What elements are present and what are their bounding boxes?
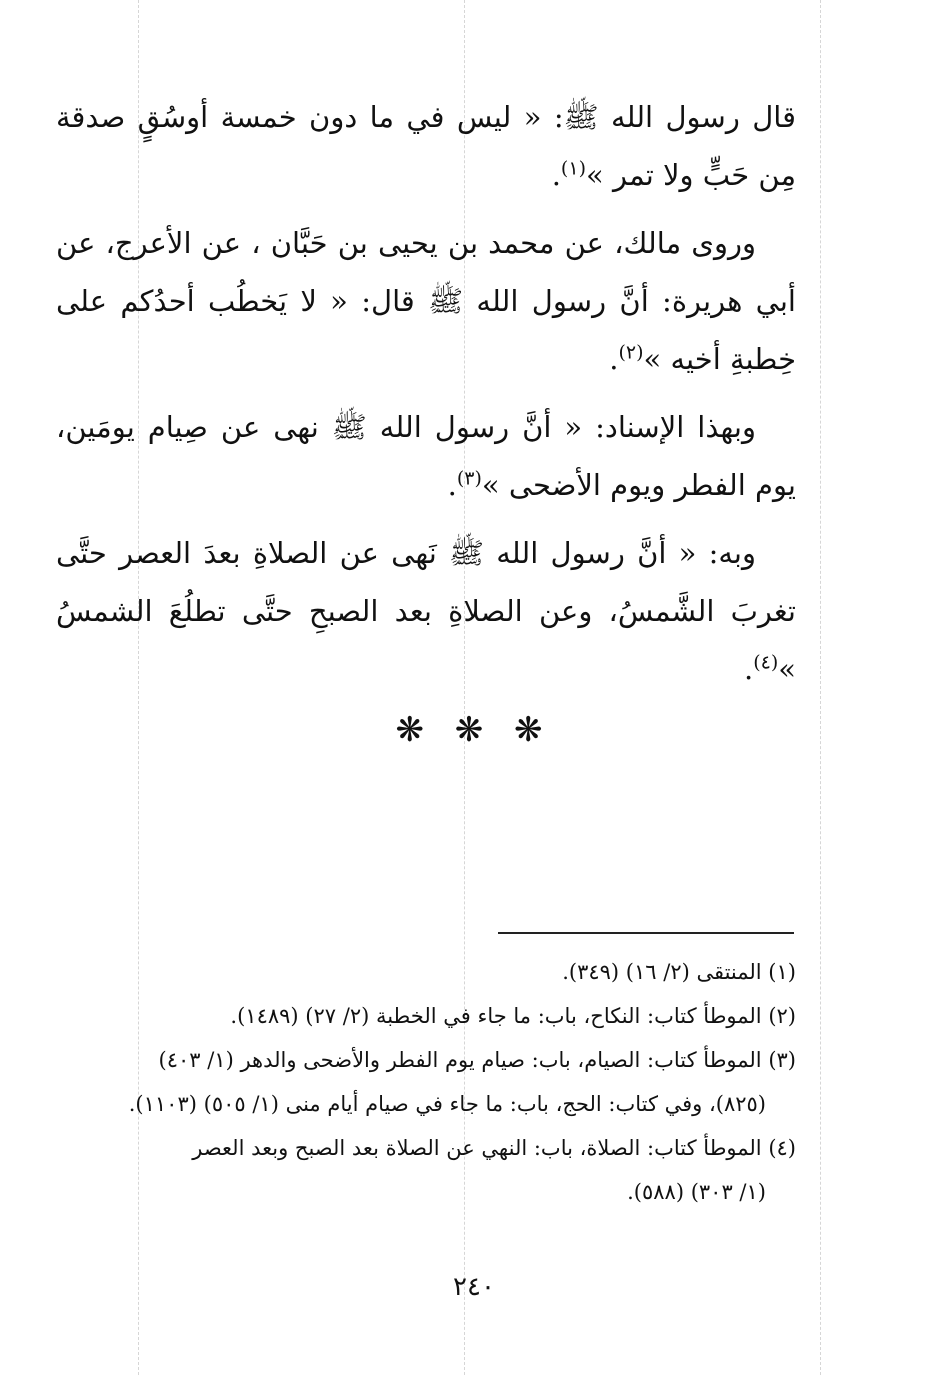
footnote-1: (١) المنتقى (٢/ ١٦) (٣٤٩). bbox=[562, 960, 796, 984]
paragraph-2: وروى مالك، عن محمد بن يحيى بن حَبَّان ، عن الأعرج، عن أبي هريرة: أنَّ رسول الله ﷺ قال: « لا يَخطُب أحدُكم على خِطبةِ أخيه »$^{(٢)}$. bbox=[56, 226, 796, 376]
footnote-4-line-2: (١/ ٣٠٣) (٥٨٨). bbox=[627, 1180, 766, 1204]
footnotes bbox=[60, 950, 796, 1214]
footnote-ref-1: (١) bbox=[560, 157, 586, 180]
section-separator: ❋ ❋ ❋ bbox=[395, 710, 553, 750]
paragraph-1: قال رسول الله ﷺ: « ليس في ما دون خمسة أوسُقٍ صدقة مِن حَبٍّ ولا تمر »$^{(١)}$. bbox=[56, 100, 796, 192]
footnote-3-line-1: (٣) الموطأ كتاب: الصيام، باب: صيام يوم الفطر والأضحى والدهر (١/ ٤٠٣) bbox=[158, 1048, 796, 1072]
footnote-ref-2: (٢) bbox=[618, 341, 644, 364]
paragraph-3-text: وبهذا الإسناد: « أنَّ رسول الله ﷺ نهى عن صِيام يومَين، يوم الفطر ويوم الأضحى » bbox=[56, 410, 796, 502]
page-body bbox=[56, 88, 796, 708]
footnote-4-line-1: (٤) الموطأ كتاب: الصلاة، باب: النهي عن الصلاة بعد الصبح وبعد العصر bbox=[192, 1136, 796, 1160]
paragraph-4-text: وبه: « أنَّ رسول الله ﷺ نَهى عن الصلاةِ بعدَ العصر حتَّى تغربَ الشَّمسُ، وعن الصلاةِ بعد الصبحِ حتَّى تطلُعَ الشمسُ » bbox=[56, 536, 796, 686]
paragraph-4: وبه: « أنَّ رسول الله ﷺ نَهى عن الصلاةِ بعدَ العصر حتَّى تغربَ الشَّمسُ، وعن الصلاةِ بعد الصبحِ حتَّى تطلُعَ الشمسُ »$^{(٤)}$. bbox=[56, 536, 796, 686]
footnote-ref-4: (٤) bbox=[753, 651, 779, 674]
footnote-divider bbox=[498, 932, 794, 934]
paragraph-2-text: وروى مالك، عن محمد بن يحيى بن حَبَّان ، عن الأعرج، عن أبي هريرة: أنَّ رسول الله ﷺ قال: « لا يَخطُب أحدُكم على خِطبةِ أخيه » bbox=[56, 226, 796, 376]
paragraph-3: وبهذا الإسناد: « أنَّ رسول الله ﷺ نهى عن صِيام يومَين، يوم الفطر ويوم الأضحى »$^{(٣)}$. bbox=[56, 410, 796, 502]
page-number: ٢٤٠ bbox=[453, 1272, 495, 1302]
footnote-3 bbox=[60, 1038, 796, 1126]
scan-line bbox=[820, 0, 821, 1375]
footnote-4 bbox=[60, 1126, 796, 1214]
footnote-3-line-2: (٨٢٥)، وفي كتاب: الحج، باب: ما جاء في صيام أيام منى (١/ ٥٠٥) (١١٠٣). bbox=[128, 1092, 766, 1116]
footnote-2: (٢) الموطأ كتاب: النكاح، باب: ما جاء في الخطبة (٢/ ٢٧) (١٤٨٩). bbox=[230, 1004, 796, 1028]
footnote-ref-3: (٣) bbox=[456, 467, 482, 490]
paragraph-1-text: قال رسول الله ﷺ: « ليس في ما دون خمسة أوسُقٍ صدقة مِن حَبٍّ ولا تمر » bbox=[56, 100, 796, 192]
